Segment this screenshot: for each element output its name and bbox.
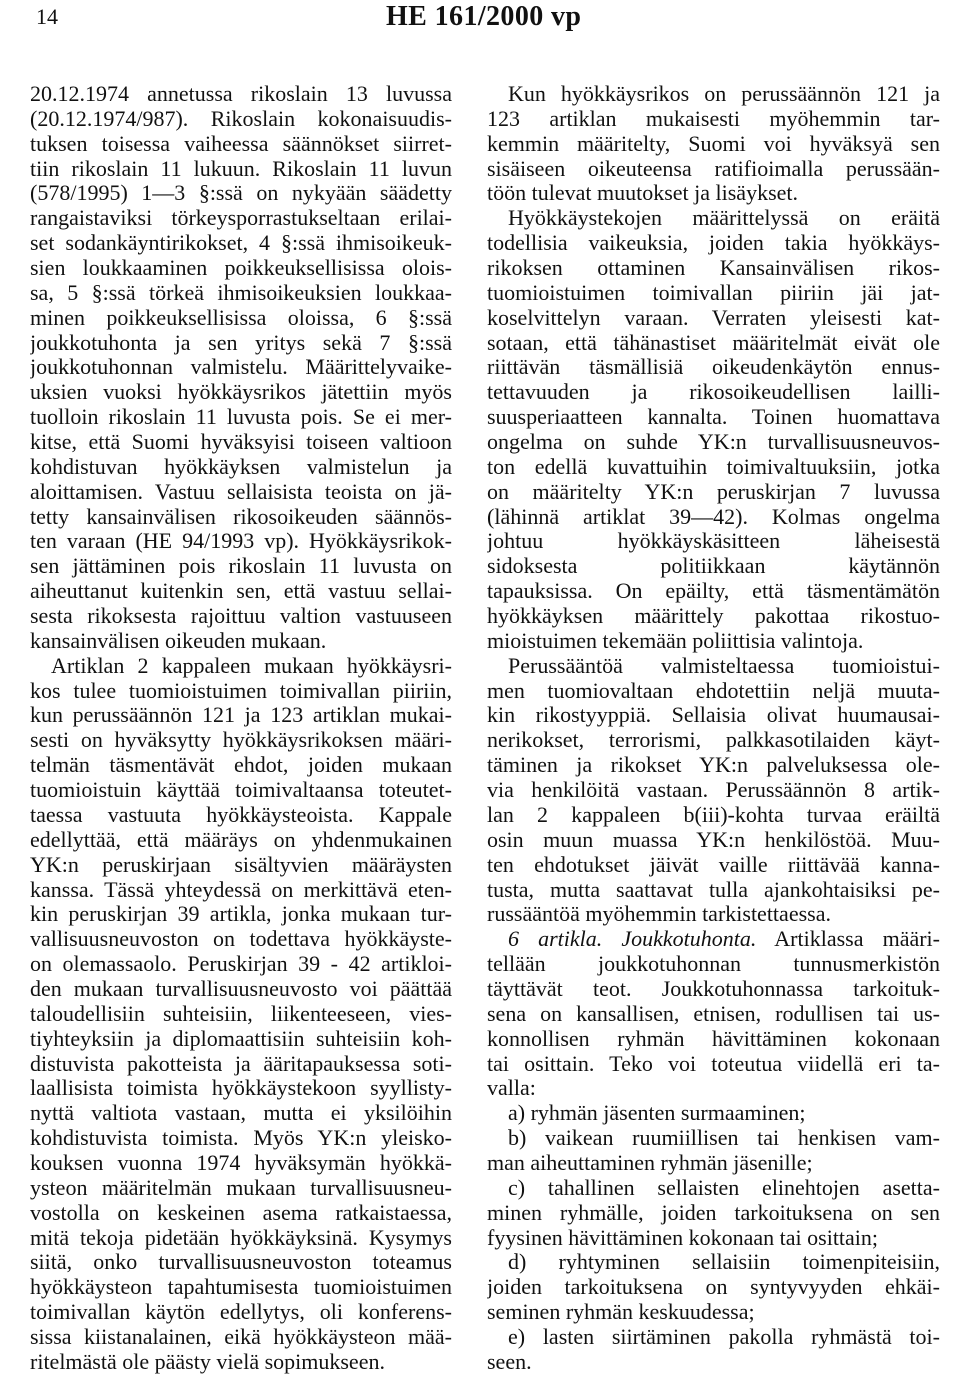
text-line: joiden tarkoituksena on syntyvyyden ehkäi-	[487, 1275, 940, 1300]
text-line: e) lasten siirtäminen pakolla ryhmästä toi-	[508, 1324, 940, 1349]
text-line: Artiklan 2 kappaleen mukaan hyökkäysri-	[51, 653, 452, 678]
text-line: kemmin määritelty, Suomi voi hyväksyä sen	[487, 131, 940, 156]
text-line: tuolloin rikoslain 11 luvusta pois. Se ei mer-	[30, 405, 452, 430]
text-line: uksien vuoksi hyökkäysrikos jätettiin myös	[30, 380, 452, 405]
text-line: Perussääntöä valmisteltaessa tuomioistui-	[508, 653, 940, 678]
text-line: kin peruskirjan 39 artikla, jonka mukaan tur-	[30, 902, 452, 927]
text-line: täminen ja rikokset YK:n palveluksessa ole-	[487, 753, 940, 778]
text-line: 123 artiklan mukaisesti myöhemmin tar-	[487, 106, 940, 131]
text-line: ritelmästä ole päästy vielä sopimukseen.	[30, 1349, 385, 1374]
text-line: distuvista pakotteista ja ääritapauksessa soti-	[30, 1051, 452, 1076]
text-line: tellään joukkotuhonnan tunnusmerkistön	[487, 952, 940, 977]
text-line: minen ryhmälle, joiden tarkoituksena on sen	[487, 1200, 940, 1225]
text-line: ongelma on suhde YK:n turvallisuusneuvos-	[487, 430, 940, 455]
text-line: on olemassaolo. Peruskirjan 39 - 42 artikloi-	[30, 952, 452, 977]
text-line: b) vaikean ruumiillisen tai henkisen vam-	[508, 1126, 940, 1151]
text-line: laallisista toimista hyökkäystekoon syyllisty-	[30, 1076, 452, 1101]
paragraph	[487, 654, 940, 927]
text-line: mioistuimen tekemään poliittisia valintoja.	[487, 628, 864, 653]
text-line: (578/1995) 1—3 §:ssä on nykyään säädetty	[30, 181, 452, 206]
text-line: ten varaan (HE 94/1993 vp). Hyökkäysrikok-	[30, 529, 452, 554]
text-line: tettavuuden ja rikosoikeudellisen lailli-	[487, 380, 940, 405]
text-line: fyysinen hävittäminen kokonaan tai osittain;	[487, 1225, 879, 1250]
text-line: täyttävät teot. Joukkotuhonnassa tarkoituk-	[487, 976, 940, 1001]
text-line: sisäiseen oikeuteensa ratifioimalla perussään-	[487, 156, 940, 181]
text-line: tiyhteyksiin ja diplomaattisiin suhteisiin koh-	[30, 1026, 452, 1051]
text-line: taloudellisiin suhteisiin, liikenteeseen, vies-	[30, 1001, 452, 1026]
paragraph	[487, 206, 940, 653]
text-line: (20.12.1974/987). Rikoslain kokonaisuudis-	[30, 106, 452, 131]
text-line: kin rikostyyppiä. Sellaisia olivat huumausai-	[487, 703, 940, 728]
list-item	[487, 1250, 940, 1325]
text-line: ten ehdotukset jäivät vaille riittävää kanna-	[487, 852, 940, 877]
text-line: lan 2 kappaleen b(iii)-kohta turvaa eräiltä	[487, 802, 940, 827]
paragraph	[487, 927, 940, 1101]
text-line: sidoksesta politiikkaan käytännön	[487, 554, 940, 579]
text-line: taessa vastuuta hyökkäysteoista. Kappale	[30, 802, 452, 827]
text-line: YK:n peruskirjaan sisältyvien määräysten	[30, 852, 452, 877]
text-line: aiheuttanut kuitenkin sen, että vastuu sellai-	[30, 579, 452, 604]
text-line: minen poikkeuksellisissa oloissa, 6 §:ssä	[30, 305, 452, 330]
text-line: hyökkäysteon tapahtumisesta tuomioistuimen	[30, 1275, 452, 1300]
text-line: tai osittain. Teko voi toteutua viidellä eri ta-	[487, 1051, 940, 1076]
text-line: ysteon määritelmän mukaan turvallisuusneu-	[30, 1175, 452, 1200]
text-line: kouksen vuonna 1974 hyväksymän hyökkä-	[30, 1150, 452, 1175]
text-line: (lähinnä artiklat 39—42). Kolmas ongelma	[487, 504, 940, 529]
text-run: Artiklassa määri-	[774, 927, 940, 952]
text-line: tuomioistuimen toimivallan piiriin jäi jat-	[487, 280, 940, 305]
text-line: tuksen toisessa vaiheessa säännökset siirret-	[30, 131, 452, 156]
text-line: sesta rikoksesta rajoittuu valtion vastuuseen	[30, 604, 452, 629]
text-line: edellyttää, että määräys on yhdenmukainen	[30, 827, 452, 852]
text-line: d) ryhtyminen sellaisiin toimenpiteisiin,	[508, 1250, 940, 1275]
text-line: Hyökkäystekojen määrittelyssä on eräitä	[508, 206, 940, 231]
text-line: osin muun muassa YK:n henkilöstöä. Muu-	[487, 827, 940, 852]
text-line: hyökkäyksen määrittely pakottaa rikostuo-	[487, 604, 940, 629]
text-line: suusperiaatteen kannalta. Toinen huomattava	[487, 405, 940, 430]
text-line: tuomioistuin käyttää toimivaltaansa toteutet-	[30, 778, 452, 803]
text-line: nyttä valtiota vastaan, mutta ei yksilöihin	[30, 1101, 452, 1126]
list-item	[487, 1325, 940, 1375]
text-line: toimivallan käytön edellytys, oli konferens-	[30, 1300, 452, 1325]
text-line: man aiheuttaminen ryhmän jäsenille;	[487, 1150, 813, 1175]
text-line: men tuomiovaltaan ehdotettiin neljä muuta-	[487, 678, 940, 703]
text-line: sa, 5 §:ssä törkeä ihmisoikeuksien loukkaa-	[30, 280, 452, 305]
text-line: kansainvälisen oikeuden mukaan.	[30, 628, 327, 653]
text-line: sena on kansallisen, etnisen, rodullisen tai us-	[487, 1001, 940, 1026]
list-item	[487, 1176, 940, 1251]
text-line: kos tulee tuomioistuimen toimivallan piiriin,	[30, 678, 452, 703]
text-line: johtuu hyökkäyskäsitteen läheisestä	[487, 529, 940, 554]
text-line: vallisuusneuvoston on todettava hyökkäyste-	[30, 927, 452, 952]
text-line: c) tahallinen sellaisten elinehtojen asetta-	[508, 1175, 940, 1200]
text-line: 20.12.1974 annetussa rikoslain 13 luvussa	[30, 82, 452, 106]
text-line: tetty kansainvälisen rikosoikeuden säännös-	[30, 504, 452, 529]
text-line: aloittamisen. Vastuu sellaisista teoista on jä-	[30, 479, 452, 504]
text-line: tusta, mutta saattavat tulla ajankohtaisiksi pe-	[487, 877, 940, 902]
text-line: tiin rikoslain 11 lukuun. Rikoslain 11 luvun	[30, 156, 452, 181]
text-line: seminen ryhmän keskuudessa;	[487, 1300, 755, 1325]
paragraph	[30, 82, 452, 654]
right-column	[487, 82, 940, 1375]
text-line: sissa kiistanalainen, eikä hyökkäysteon mää-	[30, 1324, 452, 1349]
text-line: on määritelty YK:n peruskirjan 7 luvussa	[487, 479, 940, 504]
text-line: valla:	[487, 1076, 536, 1101]
text-line: kitse, että Suomi hyväksyisi toiseen valtioon	[30, 430, 452, 455]
text-line	[487, 927, 940, 952]
text-line: todellisia vaikeuksia, joiden takia hyökkäys-	[487, 231, 940, 256]
text-line: vostolla on keskeinen asema ratkaistaessa,	[30, 1200, 452, 1225]
text-line: tapauksissa. On epäilty, että täsmentämätön	[487, 579, 940, 604]
page-number: 14	[36, 4, 58, 29]
text-line: telmän täsmentävät ehdot, joiden mukaan	[30, 753, 452, 778]
text-line: kohdistuvan hyökkäyksen valmistelun ja	[30, 454, 452, 479]
text-line: via henkilöitä vastaan. Perussäännön 8 artik-	[487, 778, 940, 803]
paragraph	[30, 654, 452, 1375]
text-line: sotaan, että tähänastiset määritelmät eivät ole	[487, 330, 940, 355]
paragraph	[487, 82, 940, 206]
text-line: rikoksen ottaminen Kansainvälisen rikos-	[487, 256, 940, 281]
text-line: a) ryhmän jäsenten surmaaminen;	[508, 1101, 806, 1126]
document-id: HE 161/2000 vp	[386, 1, 582, 32]
text-line: konnollisen ryhmän hävittäminen kokonaan	[487, 1026, 940, 1051]
text-line: kanssa. Tässä yhteydessä on merkittävä eten-	[30, 877, 452, 902]
text-line: sien loukkaaminen poikkeuksellisissa olois-	[30, 256, 452, 281]
text-line: nerikokset, terrorismi, palkkasotilaiden käyt-	[487, 728, 940, 753]
text-line: kohdistuvista toimista. Myös YK:n yleisko-	[30, 1126, 452, 1151]
text-line: set sodankäyntirikokset, 4 §:ssä ihmisoikeuk-	[30, 231, 452, 256]
text-line: töön tulevat muutokset ja lisäykset.	[487, 181, 799, 206]
section-heading: 6 artikla. Joukkotuhonta.	[508, 927, 757, 952]
text-line: koselvittelyn varaan. Verraten yleisesti kat-	[487, 305, 940, 330]
list-item	[487, 1101, 940, 1126]
text-line: seen.	[487, 1349, 532, 1374]
text-line: joukkotuhonta ja sen yritys sekä 7 §:ssä	[30, 330, 452, 355]
text-line: rangaistaviksi törkeysporrastukseltaan erilai-	[30, 206, 452, 231]
text-line: joukkotuhonnan valmistelu. Määrittelyvaike-	[30, 355, 452, 380]
left-column	[30, 82, 452, 1375]
text-line: siitä, onko turvallisuusneuvoston toteamus	[30, 1250, 452, 1275]
text-line: mitä tekoja pidetään hyökkäyksinä. Kysymys	[30, 1225, 452, 1250]
text-line: russääntöä myöhemmin tarkistettaessa.	[487, 902, 831, 927]
text-line: kun perussäännön 121 ja 123 artiklan mukai-	[30, 703, 452, 728]
text-line: sen jättäminen pois rikoslain 11 luvusta on	[30, 554, 452, 579]
text-line: Kun hyökkäysrikos on perussäännön 121 ja	[508, 82, 940, 106]
text-line: den mukaan turvallisuusneuvosto voi päättää	[30, 976, 452, 1001]
text-line: ton edellä kuvattuihin toimivaltuuksiin, jotka	[487, 454, 940, 479]
text-line: sesti on hyväksytty hyökkäysrikoksen määri-	[30, 728, 452, 753]
text-line: riittävän täsmällisiä oikeudenkäytön ennus-	[487, 355, 940, 380]
list-item	[487, 1126, 940, 1176]
